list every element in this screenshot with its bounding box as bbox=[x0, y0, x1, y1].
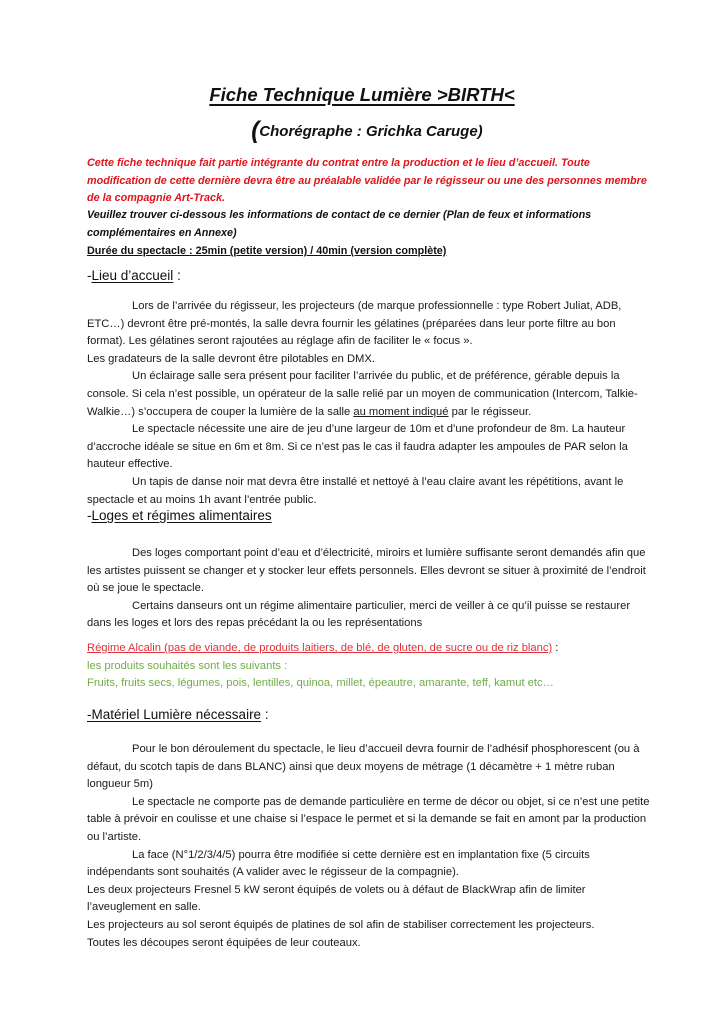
paragraph: Le spectacle ne comporte pas de demande particulière en terme de décor ou objet, si ce n’est une petite table à prévoir en coulisse et une chaise si l’espace le permet et si la demande se fait en amont par la production ou l’artiste. bbox=[87, 795, 650, 843]
paragraph: Les projecteurs au sol seront équipés de platines de sol afin de stabiliser correctement les projecteurs. bbox=[87, 918, 595, 931]
paragraph: Les gradateurs de la salle devront être pilotables en DMX. bbox=[87, 352, 375, 365]
show-duration: Durée du spectacle : 25min (petite version) / 40min (version complète) bbox=[87, 245, 447, 257]
contact-notice: Veuillez trouver ci-dessous les informations de contact de ce dernier (Plan de feux et informations complémentaires en Annexe) bbox=[87, 209, 592, 239]
section-heading-lieu: -Lieu d’accueil : bbox=[87, 268, 181, 283]
section-body-materiel bbox=[87, 741, 657, 952]
paragraph: Lors de l’arrivée du régisseur, les projecteurs (de marque professionnelle : type Robert Juliat, ADB, ETC…) devront être pré-montés, la salle devra fournir les gélatines (préparées dans leur porte filtre au bon format). Les gélatines seront rajoutées au réglage afin de faciliter le « focus ». bbox=[87, 300, 622, 348]
document-subtitle bbox=[0, 117, 724, 145]
paragraph: Le spectacle nécessite une aire de jeu d’une largeur de 10m et d’une profondeur de 8m. La hauteur d’accroche idéale se situe en 6m et 8m. Si ce n’est pas le cas il faudra adapter les ampoules de PAR selon la hauteur effective. bbox=[87, 423, 628, 471]
diet-block bbox=[87, 640, 657, 693]
paragraph: Les deux projecteurs Fresnel 5 kW seront équipés de volets ou à défaut de BlackWrap afin de limiter l’aveuglement en salle. bbox=[87, 883, 586, 914]
paragraph: Un tapis de danse noir mat devra être installé et nettoyé à l’eau claire avant les répétitions, avant le spectacle et au moins 1h avant l’entrée public. bbox=[87, 475, 624, 506]
subtitle-open-paren: ( bbox=[251, 117, 260, 144]
diet-intro: les produits souhaités sont les suivants : bbox=[87, 659, 288, 672]
contract-notice: Cette fiche technique fait partie intégrante du contrat entre la production et le lieu d’accueil. Toute modification de cette dernière devra être au préalable validée par le régisseur ou une des personnes membre de la compagnie Art-Track. bbox=[87, 157, 647, 204]
diet-list: Fruits, fruits secs, légumes, pois, lentilles, quinoa, millet, épeautre, amarante, teff, kamut etc… bbox=[87, 677, 554, 690]
paragraph: Des loges comportant point d’eau et d’électricité, miroirs et lumière suffisante seront demandés afin que les artistes puissent se changer et y stocker leur effets personnels. Elles devront se situer à proximité de l’endroit où se joue le spectacle. bbox=[87, 547, 646, 595]
paragraph: Certains danseurs ont un régime alimentaire particulier, merci de veiller à ce qu’il puisse se restaurer dans les loges et lors des repas précédant la ou les représentations bbox=[87, 599, 631, 630]
section-heading-loges: -Loges et régimes alimentaires bbox=[87, 508, 272, 523]
paragraph: Pour le bon déroulement du spectacle, le lieu d’accueil devra fournir de l’adhésif phosphorescent (ou à défaut, du scotch tapis de dans BLANC) ainsi que deux moyens de métrage (1 décamètre + 1 mètre ruban longueur 5m) bbox=[87, 743, 640, 791]
paragraph: Un éclairage salle sera présent pour faciliter l’arrivée du public, et de préférence, gérable depuis la console. Si cela n’est possible, un opérateur de la salle relié par un moyen de communication (Intercom, Talkie-Walkie…) s’occupera de couper la lumière de la salle au moment indiqué par le régisseur. bbox=[87, 370, 638, 418]
document-title: Fiche Technique Lumière >BIRTH< bbox=[209, 84, 515, 105]
diet-title: Régime Alcalin (pas de viande, de produits laitiers, de blé, de gluten, de sucre ou de riz blanc) : bbox=[87, 642, 559, 654]
choreographer-credit: Chorégraphe : Grichka Caruge) bbox=[259, 123, 483, 140]
paragraph: La face (N°1/2/3/4/5) pourra être modifiée si cette dernière est en implantation fixe (5 circuits indépendants sont souhaités (A valider avec le régisseur de la compagnie). bbox=[87, 848, 590, 879]
section-body-loges bbox=[87, 545, 657, 633]
section-heading-materiel: -Matériel Lumière nécessaire : bbox=[87, 707, 269, 722]
section-body-lieu bbox=[87, 298, 657, 509]
paragraph: Toutes les découpes seront équipées de leur couteaux. bbox=[87, 936, 361, 949]
